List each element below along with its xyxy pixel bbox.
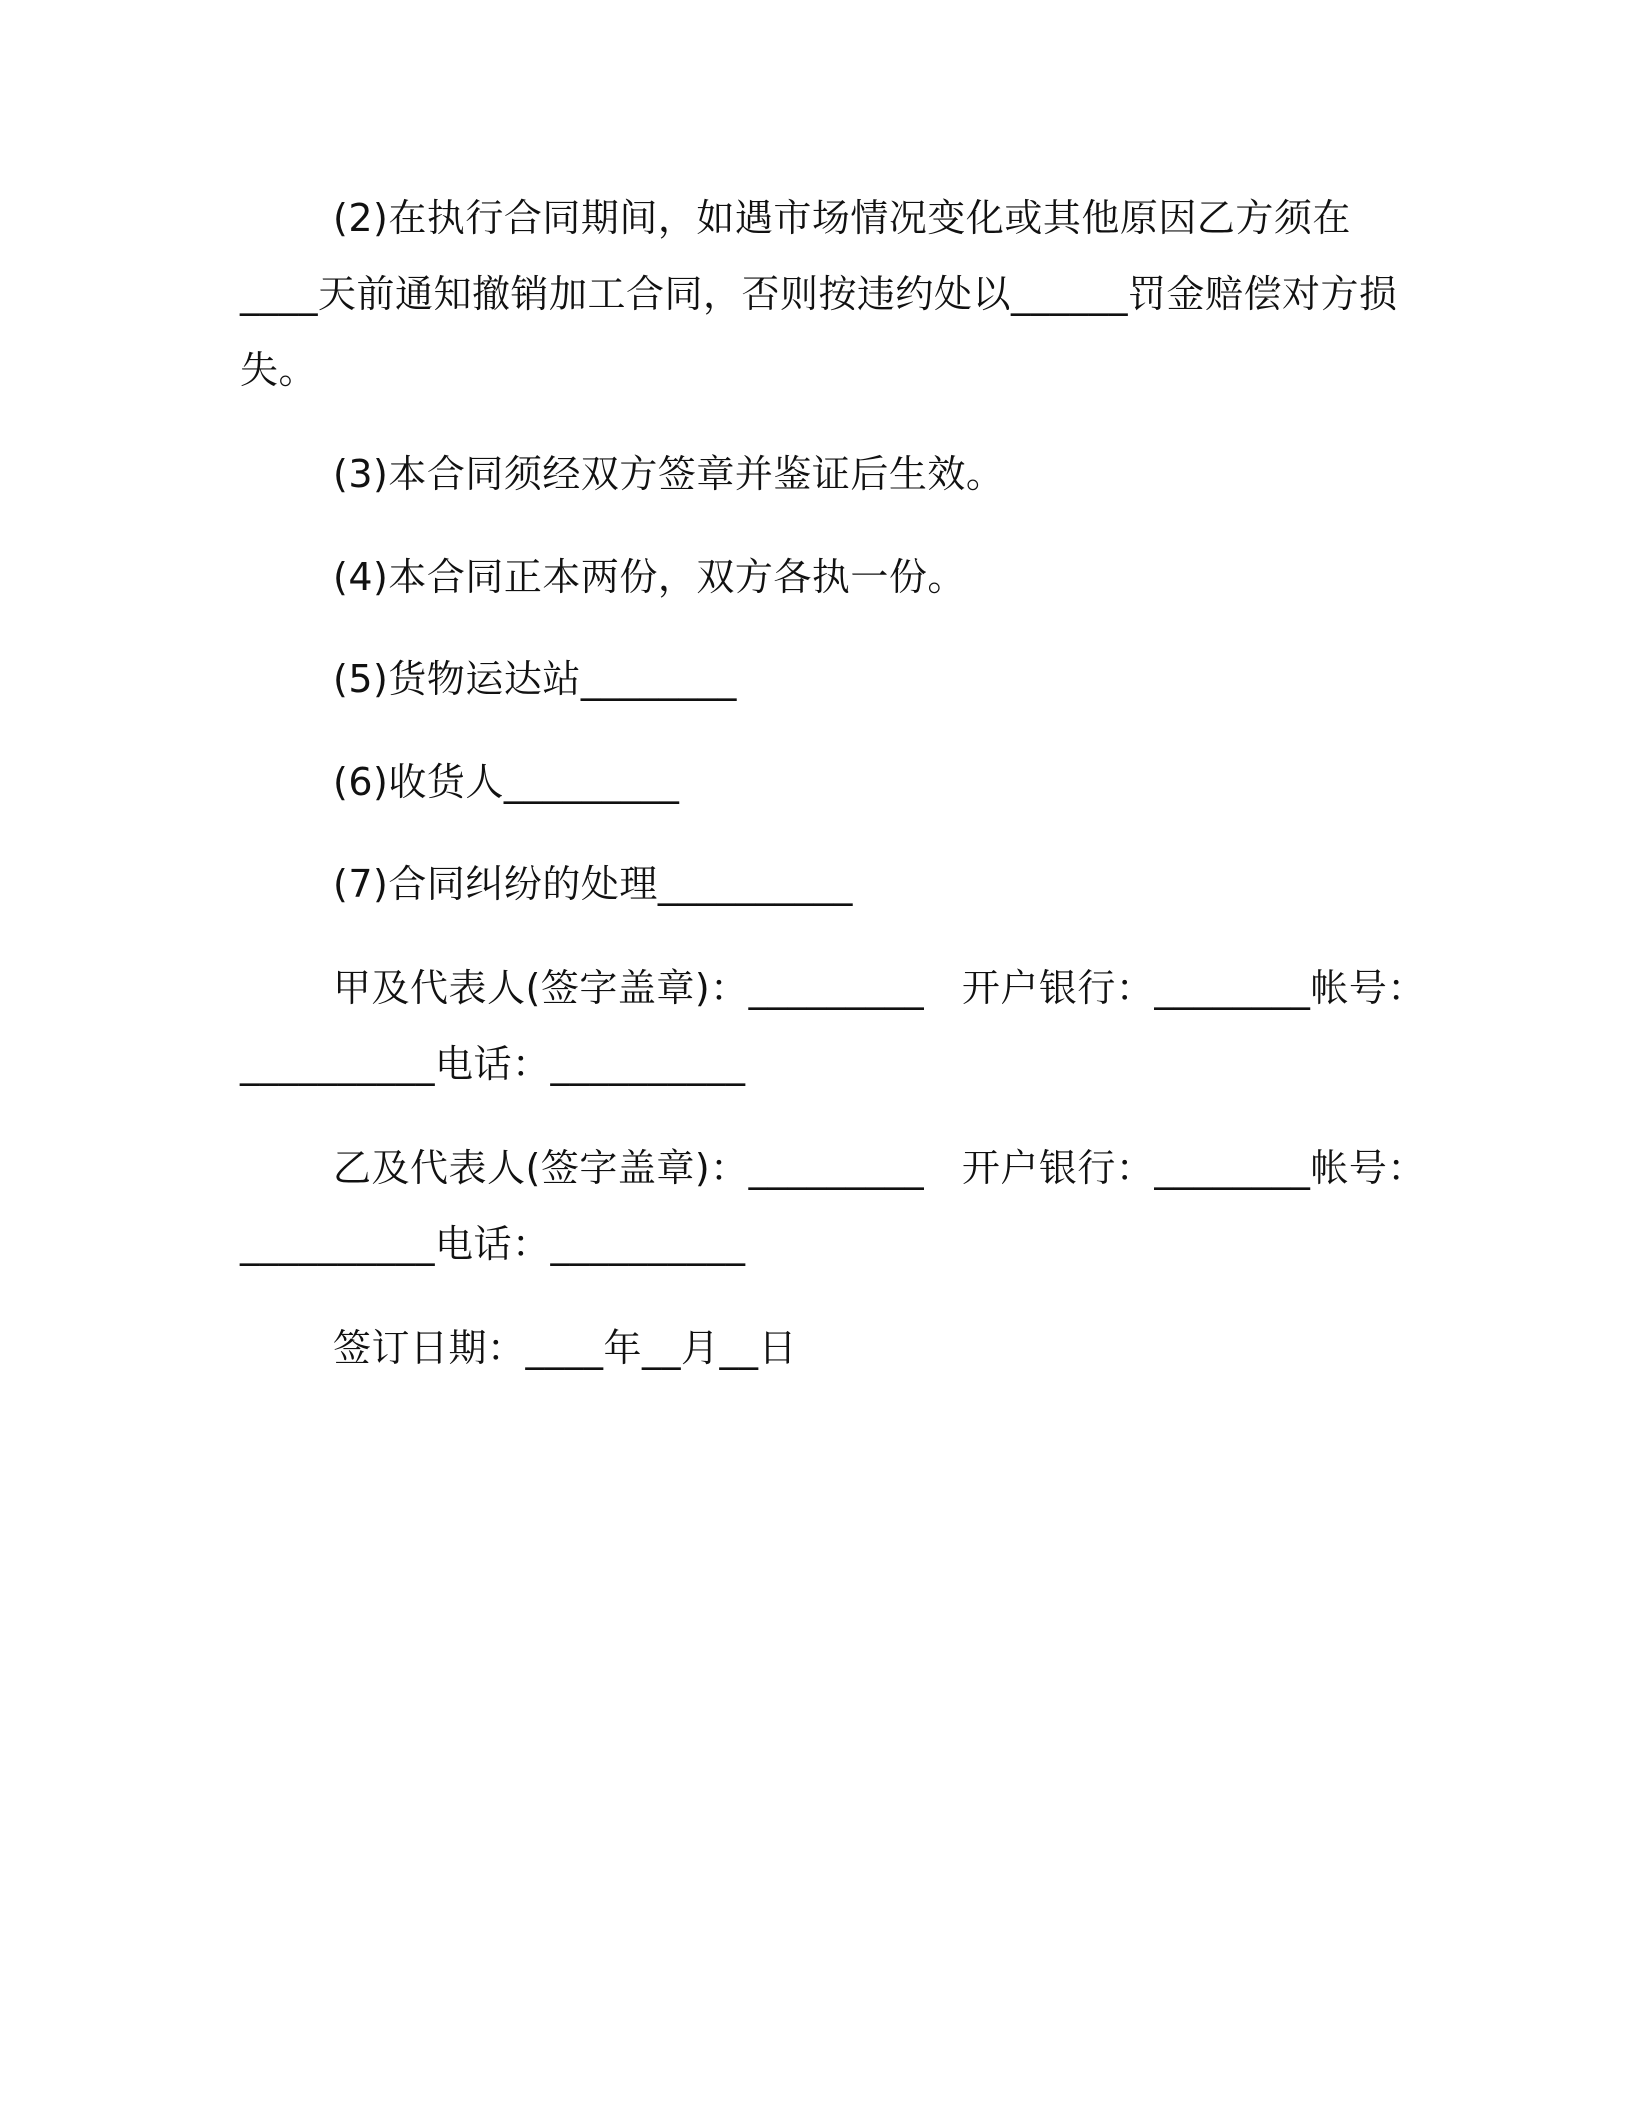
clause-4: (4)本合同正本两份，双方各执一份。 <box>333 555 966 599</box>
clause-2-line-3: 失。 <box>240 348 318 392</box>
signing-date: 签订日期：____年__月__日 <box>333 1326 798 1370</box>
party-b-line-1: 乙及代表人(签字盖章)：_________ 开户银行：________帐号： <box>333 1146 1426 1190</box>
clause-2-line-1: (2)在执行合同期间，如遇市场情况变化或其他原因乙方须在 <box>333 196 1351 240</box>
party-b-line-2: __________电话：__________ <box>240 1222 746 1266</box>
party-a-line-2: __________电话：__________ <box>240 1042 746 1086</box>
clause-2-line-2: ____天前通知撤销加工合同，否则按违约处以______罚金赔偿对方损 <box>240 272 1398 316</box>
clause-6: (6)收货人_________ <box>333 760 680 804</box>
clause-3: (3)本合同须经双方签章并鉴证后生效。 <box>333 452 1005 496</box>
clause-5: (5)货物运达站________ <box>333 657 737 701</box>
clause-7: (7)合同纠纷的处理__________ <box>333 862 853 906</box>
party-a-line-1: 甲及代表人(签字盖章)：_________ 开户银行：________帐号： <box>333 966 1426 1010</box>
